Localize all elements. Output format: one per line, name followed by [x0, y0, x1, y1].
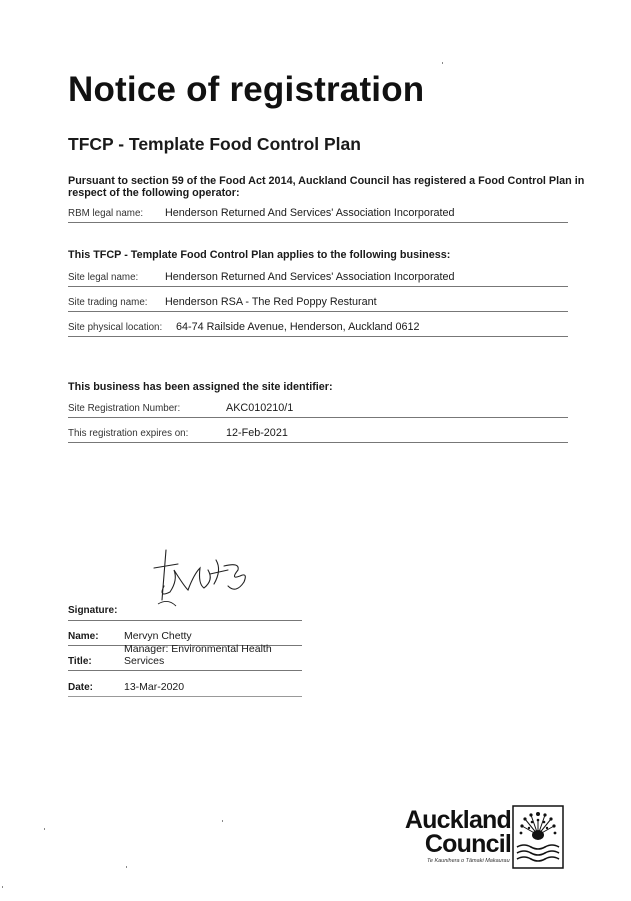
logo-tagline: Te Kaunihera o Tāmaki Makaurau [427, 858, 510, 864]
scan-speck [44, 828, 45, 830]
operator-label: RBM legal name: [68, 208, 144, 219]
page-title: Notice of registration [68, 70, 425, 109]
plan-subtitle: TFCP - Template Food Control Plan [68, 134, 361, 154]
business-row [68, 293, 568, 312]
name-label: Name: [68, 631, 99, 642]
scan-speck [222, 820, 223, 822]
expiry-value: 12-Feb-2021 [226, 427, 288, 439]
registration-number-label: Site Registration Number: [68, 403, 181, 414]
date-value: 13-Mar-2020 [124, 681, 185, 693]
name-value: Mervyn Chetty [124, 630, 192, 642]
business-heading: This TFCP - Template Food Control Plan applies to the following business: [68, 249, 451, 261]
business-row [68, 318, 568, 337]
expiry-label: This registration expires on: [68, 428, 189, 439]
identifier-heading: This business has been assigned the site identifier: [68, 381, 333, 393]
signature-label: Signature: [68, 605, 118, 616]
intro-paragraph: Pursuant to section 59 of the Food Act 2014, Auckland Council has registered a Food Control Plan in respect of the following operator: [68, 175, 585, 199]
registration-number-value: AKC010210/1 [226, 402, 294, 414]
logo-auckland: Auckland [404, 806, 511, 834]
handwritten-signature [144, 540, 264, 620]
identifier-row [68, 399, 568, 418]
signature-row [68, 540, 302, 621]
operator-row [68, 204, 568, 223]
date-label: Date: [68, 682, 94, 693]
site-trading-name-value: Henderson RSA - The Red Poppy Resturant [165, 296, 377, 308]
signed-date-row [68, 678, 302, 697]
site-legal-name-label: Site legal name: [68, 272, 139, 283]
title-value: Manager: Environmental Health Services [124, 643, 272, 667]
scan-speck [126, 866, 127, 868]
site-location-value: 64-74 Railside Avenue, Henderson, Auckland 0612 [176, 321, 420, 333]
signatory-title-row [68, 643, 302, 671]
business-row [68, 268, 568, 287]
identifier-row [68, 424, 568, 443]
site-location-label: Site physical location: [68, 322, 163, 333]
logo-council: Council [424, 830, 511, 858]
scan-speck [2, 886, 3, 888]
scan-speck [442, 62, 443, 64]
title-label: Title: [68, 656, 92, 667]
site-legal-name-value: Henderson Returned And Services' Association Incorporated [165, 271, 455, 283]
site-trading-name-label: Site trading name: [68, 297, 148, 308]
operator-value: Henderson Returned And Services' Association Incorporated [165, 207, 455, 219]
pohutukawa-logo-icon [512, 805, 564, 869]
